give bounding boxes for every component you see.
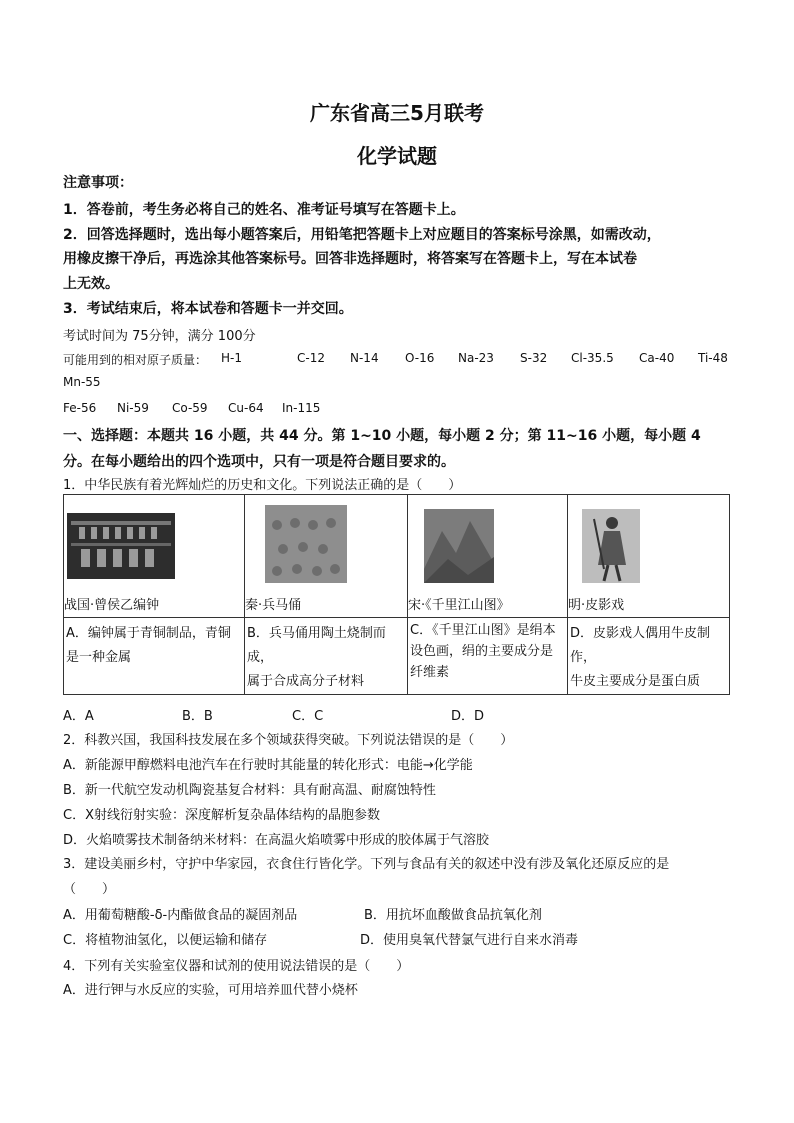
q3-option-a[interactable]: A．用葡萄糖酸-δ-内酯做食品的凝固剂品 <box>63 908 298 923</box>
q1-desc-d <box>568 618 730 695</box>
q1-desc-d-line: D．皮影戏人偶用牛皮制作， <box>570 626 711 665</box>
notice-item-2-line-2: 用橡皮擦干净后，再选涂其他答案标号。回答非选择题时，将答案写在答题卡上，写在本试卷 <box>63 251 637 267</box>
q1-option-a[interactable]: A．A <box>63 709 94 724</box>
atom-mass: Ca-40 <box>639 351 675 365</box>
q1-desc-d-line: 牛皮主要成分是蛋白质 <box>570 674 701 689</box>
exam-duration: 考试时间为 75分钟，满分 100分 <box>63 329 256 344</box>
exam-subject: 化学试题 <box>357 144 437 168</box>
q1-caption-d: 明·皮影戏 <box>568 598 625 613</box>
q1-desc-c-line: 设色画，绢的主要成分是 <box>410 644 554 659</box>
q1-desc-b <box>245 618 408 695</box>
atom-mass: Na-23 <box>458 351 494 365</box>
q3-stem-line-1: 3．建设美丽乡村，守护中华家园，衣食住行皆化学。下列与食品有关的叙述中没有涉及氧化还原反应的是 <box>63 857 670 872</box>
q4-stem: 4．下列有关实验室仪器和试剂的使用说法错误的是（ ） <box>63 959 410 974</box>
q1-desc-c <box>408 618 568 695</box>
atom-mass: S-32 <box>520 351 548 365</box>
q1-cell-shadow-puppet <box>568 495 730 618</box>
q1-desc-c-line: C．《千里江山图》是绢本 <box>410 623 556 638</box>
atom-mass: Ni-59 <box>117 401 149 415</box>
q1-cell-painting <box>408 495 568 618</box>
q1-desc-a-line: A．编钟属于青铜制品，青铜 <box>66 626 231 641</box>
notice-item-1: 1．答卷前，考生务必将自己的姓名、准考证号填写在答题卡上。 <box>63 202 465 218</box>
q1-desc-c-line: 纤维素 <box>410 665 450 680</box>
q1-desc-a <box>64 618 245 695</box>
q1-desc-b-line: 属于合成高分子材料 <box>247 674 365 689</box>
atom-mass: N-14 <box>350 351 379 365</box>
atom-mass: Fe-56 <box>63 401 97 415</box>
notice-item-2-line-1: 2．回答选择题时，选出每小题答案后，用铅笔把答题卡上对应题目的答案标号涂黑，如需改动， <box>63 227 661 243</box>
notice-heading: 注意事项： <box>63 175 133 191</box>
bronze-bells-image <box>67 513 175 579</box>
atom-mass: H-1 <box>221 351 242 365</box>
q1-caption-c: 宋·《千里江山图》 <box>408 598 510 613</box>
exam-title: 广东省高三5月联考 <box>310 101 484 125</box>
q2-option-c[interactable]: C．X射线衍射实验：深度解析复杂晶体结构的晶胞参数 <box>63 808 380 823</box>
atom-mass: Cu-64 <box>228 401 264 415</box>
q1-caption-b: 秦·兵马俑 <box>245 598 302 613</box>
q1-table <box>63 494 730 695</box>
q1-option-b[interactable]: B．B <box>182 709 213 724</box>
shadow-puppet-image <box>582 509 640 583</box>
q2-option-d[interactable]: D．火焰喷雾技术制备纳米材料：在高温火焰喷雾中形成的胶体属于气溶胶 <box>63 833 490 848</box>
atoms-label: 可能用到的相对原子质量： <box>63 353 208 367</box>
q1-option-d[interactable]: D．D <box>451 709 485 724</box>
section-1-line-2: 分。在每小题给出的四个选项中，只有一项是符合题目要求的。 <box>63 454 455 470</box>
q2-stem: 2．科教兴国，我国科技发展在多个领域获得突破。下列说法错误的是（ ） <box>63 733 514 748</box>
q2-option-a[interactable]: A．新能源甲醇燃料电池汽车在行驶时其能量的转化形式：电能→化学能 <box>63 758 473 773</box>
atom-mass: Co-59 <box>172 401 208 415</box>
notice-item-2-line-3: 上无效。 <box>63 276 119 292</box>
q3-stem-line-2: （ ） <box>63 882 116 897</box>
q1-cell-bells <box>64 495 245 618</box>
terracotta-army-image <box>265 505 347 583</box>
q1-desc-b-line: B．兵马俑用陶土烧制而成， <box>247 626 386 665</box>
q1-caption-a: 战国·曾侯乙编钟 <box>64 598 160 613</box>
q4-option-a[interactable]: A．进行钾与水反应的实验，可用培养皿代替小烧杯 <box>63 983 358 998</box>
q3-option-d[interactable]: D．使用臭氧代替氯气进行自来水消毒 <box>360 933 579 948</box>
atom-mass: In-115 <box>282 401 321 415</box>
atom-mass: Cl-35.5 <box>571 351 614 365</box>
atom-mass-wrap: Mn-55 <box>63 375 101 389</box>
atom-mass: C-12 <box>297 351 325 365</box>
q1-desc-a-line: 是一种金属 <box>66 650 132 665</box>
section-1-line-1: 一、选择题：本题共 16 小题，共 44 分。第 1~10 小题，每小题 2 分；第 11~16 小题，每小题 4 <box>63 428 701 444</box>
landscape-painting-image <box>424 509 494 583</box>
q1-option-c[interactable]: C．C <box>292 709 324 724</box>
q3-option-c[interactable]: C．将植物油氢化，以便运输和储存 <box>63 933 268 948</box>
atom-mass: O-16 <box>405 351 435 365</box>
atom-mass: Ti-48 <box>698 351 728 365</box>
q3-option-b[interactable]: B．用抗坏血酸做食品抗氧化剂 <box>364 908 542 923</box>
q1-cell-terracotta <box>245 495 408 618</box>
q1-stem: 1．中华民族有着光辉灿烂的历史和文化。下列说法正确的是（ ） <box>63 478 462 493</box>
q2-option-b[interactable]: B．新一代航空发动机陶瓷基复合材料：具有耐高温、耐腐蚀特性 <box>63 783 436 798</box>
notice-item-3: 3．考试结束后，将本试卷和答题卡一并交回。 <box>63 301 353 317</box>
